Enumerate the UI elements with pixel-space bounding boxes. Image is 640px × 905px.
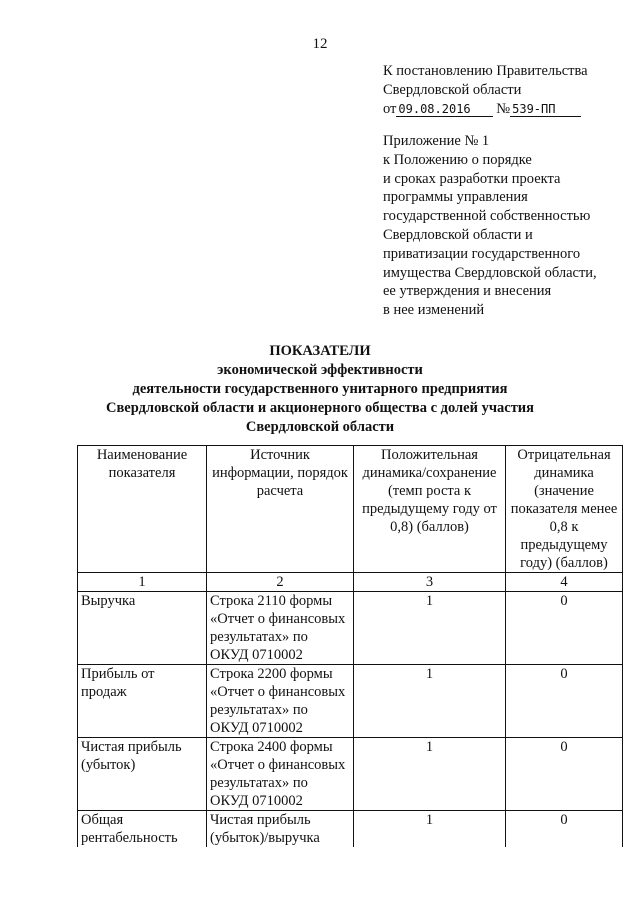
appendix-line: государственной собственностью [383,208,591,225]
indicator-name: Общая рентабельность [78,811,207,848]
header-cell: Положительная динамика/сохранение (темп роста к предыдущему году от 0,8) (баллов) [354,446,506,573]
decree-line: Свердловской области [383,82,522,98]
negative-score: 0 [506,592,623,665]
decree-reference [383,62,588,119]
decree-from-label: от [383,101,397,117]
negative-score: 0 [506,738,623,811]
column-number: 2 [207,573,354,592]
indicator-name: Прибыль от продаж [78,665,207,738]
table-row [78,592,623,665]
title-line: Свердловской области [245,419,395,435]
indicator-source: Чистая прибыль (убыток)/выручка [207,811,354,848]
appendix-line: и сроках разработки проекта [383,170,561,187]
table-row [78,811,623,848]
page-number: 12 [312,36,328,52]
negative-score: 0 [506,811,623,848]
appendix-line: приватизации государственного [383,245,581,262]
column-number-row [78,573,623,592]
appendix-line: Приложение № 1 [383,133,490,149]
column-number: 1 [78,573,207,592]
decree-number: 539-ПП [510,102,581,117]
decree-line: К постановлению Правительства [383,63,588,79]
indicator-source: Строка 2400 формы «Отчет о финансовых результатах» по ОКУД 0710002 [207,738,354,811]
decree-date-number [383,100,588,119]
decree-number-label: № [496,101,511,117]
indicator-source: Строка 2200 формы «Отчет о финансовых результатах» по ОКУД 0710002 [207,665,354,738]
table-header-row [78,446,623,573]
appendix-line: программы управления [383,189,528,206]
table-row [78,665,623,738]
appendix-line: в нее изменений [383,302,485,319]
appendix-line: к Положению о порядке [383,151,532,168]
column-number: 4 [506,573,623,592]
header-cell: Источник информации, порядок расчета [207,446,354,573]
indicator-name: Выручка [78,592,207,665]
indicators-table [77,445,623,847]
indicator-source: Строка 2110 формы «Отчет о финансовых результатах» по ОКУД 0710002 [207,592,354,665]
title-line: ПОКАЗАТЕЛИ [269,343,371,359]
negative-score: 0 [506,665,623,738]
appendix-line: ее утверждения и внесения [383,283,552,300]
appendix-line: имущества Свердловской области, [383,264,597,281]
document-title [0,342,640,437]
table-row [78,738,623,811]
positive-score: 1 [354,811,506,848]
appendix-note [383,132,597,320]
header-cell: Отрицательная динамика (значение показателя менее 0,8 к предыдущему году) (баллов) [506,446,623,573]
appendix-line: Свердловской области и [383,226,533,243]
title-line: Свердловской области и акционерного общества с долей участия [105,400,535,416]
header-cell: Наименование показателя [78,446,207,573]
positive-score: 1 [354,665,506,738]
positive-score: 1 [354,592,506,665]
title-line: экономической эффективности [217,362,423,378]
indicator-name: Чистая прибыль (убыток) [78,738,207,811]
title-line: деятельности государственного унитарного предприятия [132,381,508,397]
positive-score: 1 [354,738,506,811]
decree-date: 09.08.2016 [396,102,492,117]
column-number: 3 [354,573,506,592]
